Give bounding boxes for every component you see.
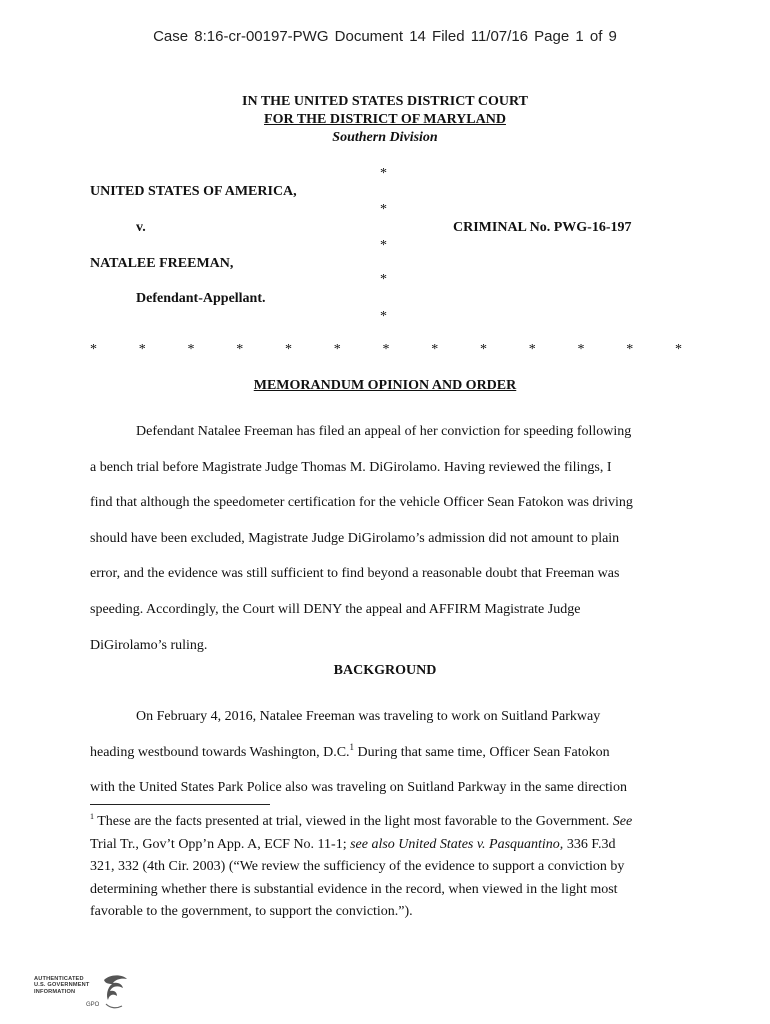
- body-line: [90, 735, 682, 771]
- caption-star: *: [187, 342, 195, 357]
- caption-star: *: [626, 342, 634, 357]
- body-line: DiGirolamo’s ruling.: [90, 638, 208, 653]
- logo-text: AUTHENTICATED U.S. GOVERNMENT INFORMATION: [34, 976, 90, 995]
- caption-star: *: [380, 272, 387, 287]
- caption-defendant: NATALEE FREEMAN,: [90, 256, 234, 271]
- caption-versus: v.: [136, 220, 146, 235]
- background-heading: BACKGROUND: [333, 663, 437, 678]
- caption-star: *: [380, 309, 387, 324]
- caption-role: Defendant-Appellant.: [136, 291, 266, 306]
- eagle-icon: [100, 974, 130, 1012]
- footnote-1: [90, 811, 682, 924]
- body-line: Defendant Natalee Freeman has filed an appeal of her conviction for speeding following: [136, 424, 632, 439]
- caption-star: *: [380, 238, 387, 253]
- caption-star: *: [480, 342, 487, 357]
- caption-star: *: [577, 342, 585, 357]
- caption-star: *: [431, 342, 439, 357]
- citation-signal: See: [612, 814, 633, 829]
- body-text: During that same time, Officer Sean Fatokon: [354, 745, 610, 760]
- case-header: Case 8:16-cr-00197-PWG Document 14 Filed 11/07/16 Page 1 of 9: [153, 28, 617, 45]
- footnote-line: determining whether there is substantial evidence in the record, when viewed in the light most: [90, 881, 618, 897]
- caption-star: *: [285, 342, 292, 357]
- body-line: find that although the speedometer certification for the vehicle Officer Sean Fatokon was driving: [90, 495, 633, 510]
- caption-star: *: [138, 342, 146, 357]
- court-name: IN THE UNITED STATES DISTRICT COURT: [242, 94, 528, 109]
- footnote-line: favorable to the government, to support the conviction.”).: [90, 904, 413, 919]
- court-district: FOR THE DISTRICT OF MARYLAND: [264, 112, 506, 127]
- caption-star: *: [90, 342, 97, 357]
- footnote-number: 1: [90, 812, 94, 821]
- caption-plaintiff: UNITED STATES OF AMERICA,: [90, 184, 297, 199]
- gpo-label: GPO: [86, 1002, 100, 1008]
- caption-star: *: [675, 342, 682, 357]
- caption-star: *: [380, 202, 387, 217]
- body-text: heading westbound towards Washington, D.C.: [90, 745, 350, 760]
- gpo-authentication-logo: [34, 974, 134, 1014]
- body-line: error, and the evidence was still sufficient to find beyond a reasonable doubt that Freeman was: [90, 566, 620, 581]
- caption-star: *: [236, 342, 244, 357]
- caption-star: *: [333, 342, 341, 357]
- footnote-line: $^1$ These are the facts presented at trial, viewed in the light most favorable to the Government. See: [90, 812, 633, 829]
- footnote-line: 321, 332 (4th Cir. 2003) (“We review the sufficiency of the evidence to support a conviction by: [90, 859, 625, 874]
- footnote-divider: [90, 804, 270, 805]
- document-title: MEMORANDUM OPINION AND ORDER: [253, 378, 517, 393]
- footnote-line: Trial Tr., Gov’t Opp’n App. A, ECF No. 11-1; see also United States v. Pasquantino, 336 F.3d: [90, 836, 616, 852]
- body-line: On February 4, 2016, Natalee Freeman was traveling to work on Suitland Parkway: [136, 709, 601, 724]
- caption-star: *: [528, 342, 536, 357]
- footnote-ref[interactable]: 1: [349, 742, 355, 752]
- caption-star-row: [90, 342, 682, 358]
- court-division: Southern Division: [332, 130, 438, 145]
- body-line: a bench trial before Magistrate Judge Thomas M. DiGirolamo. Having reviewed the filings, I: [90, 460, 612, 475]
- body-line: speeding. Accordingly, the Court will DENY the appeal and AFFIRM Magistrate Judge: [90, 602, 581, 617]
- body-line: should have been excluded, Magistrate Judge DiGirolamo’s admission did not amount to plain: [90, 531, 620, 546]
- caption-star: *: [380, 166, 387, 181]
- caption-star: *: [382, 342, 390, 357]
- body-line: with the United States Park Police also was traveling on Suitland Parkway in the same direction: [90, 780, 627, 795]
- case-number: CRIMINAL No. PWG-16-197: [453, 220, 632, 235]
- case-citation: see also United States v. Pasquantino,: [350, 836, 564, 852]
